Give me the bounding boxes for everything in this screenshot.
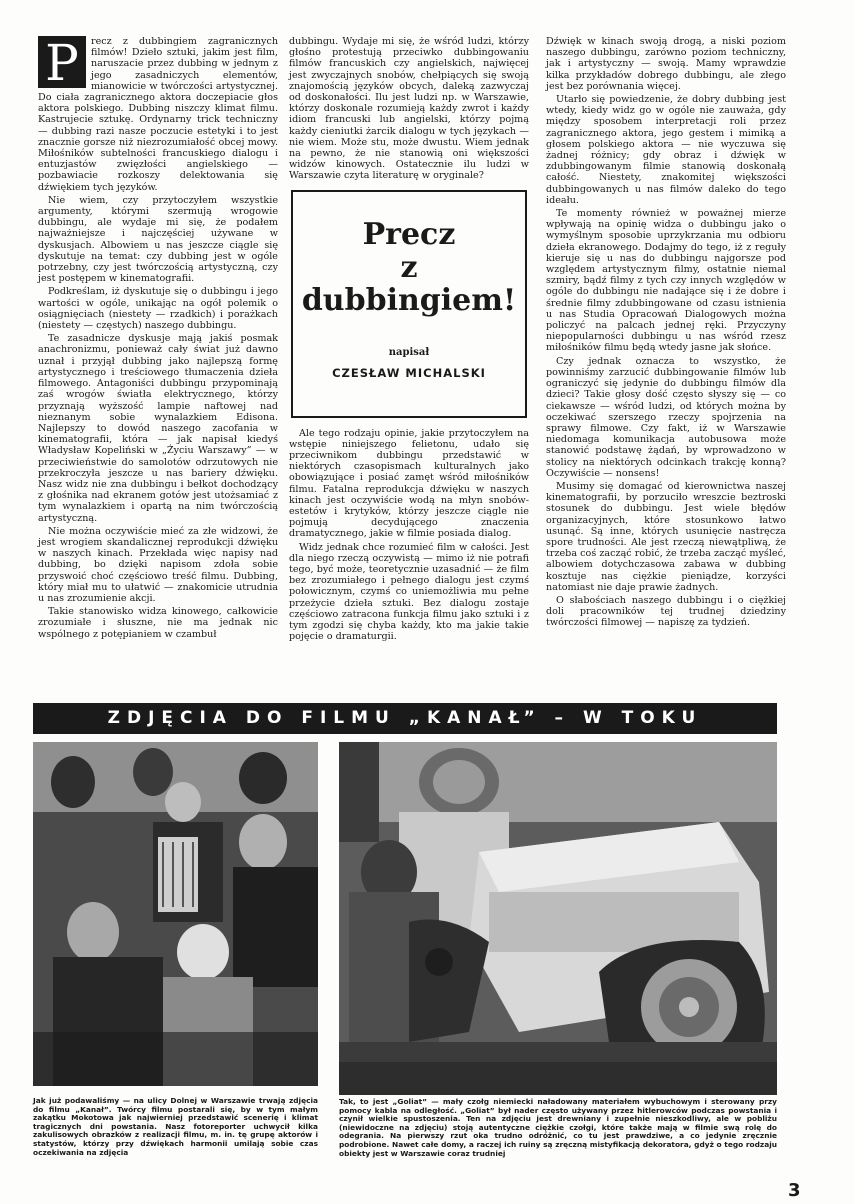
photo-goliath-tank <box>339 742 777 1095</box>
paragraph: Nie wiem, czy przytoczyłem wszystkie argumenty, którymi szermują wrogowie dubbingu, ale wydaje mi się, że podałem najważniejsze i najczęściej używane w dyskusjach. Albowiem u nas jeszcze ciągle się dyskutuje na temat: czy dubbing jest w ogóle potrzebny, czy jest twórczością artystyczną, czy jest postępem w kinematografii. <box>38 194 278 285</box>
paragraph: Te zasadnicze dyskusje mają jakiś posmak anachronizmu, ponieważ cały świat już dawno uznał i przyjął dubbing jako najlepszą formę artystycznego i treściowego tłumaczenia dzieła filmowego. Antagoniści dubbingu przypominają zaś wrogów światła elektrycznego, którzy przyznają wyższość lampie naftowej nad nieznanym sobie wynalazkiem Edisona. Najlepszy to dowód naszego zacofania w kinematografii, która — jak napisał kiedyś Władysław Kopeliński w „Życiu Warszawy” — w przeciwieństwie do samolotów odrzutowych nie przekroczyła jeszcze u nas bariery dźwięku. Nasz widz nie zna dubbingu i bełkot dochodzący z głośnika nad ekranem gotów jest utożsamiać z tym wynalazkiem i opartą na nim twórczością artystyczną. <box>38 333 278 524</box>
article-column-2 <box>289 36 529 645</box>
paragraph: Musimy się domagać od kierownictwa naszej kinematografii, by porzuciło wreszcie beztroski stosunek do dubbingu. Jest wiele błędów organizacyjnych, które stosunkowo łatwo usunąć. Są inne, których usunięcie nastręcza spore trudności. Ale jest rzeczą niewątpliwą, że trzeba coś zacząć robić, że trzeba zacząć myśleć, albowiem dotychczasowa zabawa w dubbing kosztuje nas ciężkie pieniądze, korzyści natomiast nie daje prawie żadnych. <box>546 480 786 593</box>
author-name: CZESŁAW MICHALSKI <box>332 365 486 380</box>
paragraph: Dźwięk w kinach swoją drogą, a niski poziom naszego dubbingu, zarówno poziom techniczny, jak i artystyczny — swoją. Mamy wprawdzie kilka przykładów dobrego dubbingu, ale złego jest bez porównania więcej. <box>546 36 786 92</box>
photo-caption-2: Tak, to jest „Goliat” — mały czołg niemiecki naładowany materiałem wybuchowym i sterowany przy pomocy kabla na odległość. „Goliat” był nader często używany przez hitlerowców podczas powstania i czynił wielkie spustoszenia. Ten na zdjęciu jest drewniany i zupełnie nieszkodliwy, ale w pobliżu (niewidoczne na zdjęciu) stoją autentyczne ciężkie czołgi, które także mają w filmie swą rolę do odegrania. Na pierwszy rzut oka trudno odróżnić, co tu jest prawdziwe, a co jedynie zręcznie podrobione. Nawet całe domy, a raczej ich ruiny są zręczną mistyfikacją dekoratora, gdyż o tego rodzaju obiekty jest w Warszawie coraz trudniej <box>339 1097 777 1158</box>
photo-caption-1: Jak już podawaliśmy — na ulicy Dolnej w Warszawie trwają zdjęcia do filmu „Kanał”. Twórcy filmu postarali się, by w tym małym zakątku Mokotowa jak najwierniej przedstawić scenerię i klimat tragicznych dni powstania. Nasz fotoreporter uchwycił kilka zakulisowych obrazków z realizacji filmu, m. in. tę grupę aktorów i statystów, którzy przy dźwiękach harmonii umilają sobie czas oczekiwania na zdjęcia <box>33 1096 318 1157</box>
paragraph: Widz jednak chce rozumieć film w całości. Jest dla niego rzeczą oczywistą — mimo iż nie potrafi tego, być może, teoretycznie uzasadnić — że film bez zrozumiałego i pełnego dialogu jest czymś połowicznym, czymś co uniemożliwia mu pełne przeżycie dzieła sztuki. Bez dialogu zostaje częściowo zatracona funkcja filmu jako sztuki i z tym zgodzi się chyba każdy, kto ma jakie takie pojęcie o dramaturgii. <box>289 541 529 643</box>
photo-goliath-illustration <box>339 742 777 1095</box>
paragraph: Te momenty również w poważnej mierze wpływają na opinię widza o dubbingu jako o wymyślnym sposobie uprzykrzania mu odbioru dzieła ekranowego. Dodajmy do tego, iż z reguły kieruje się u nas do dubbingu najgorsze pod względem artystycznym filmy, ostatnie niemal szmiry, bądź filmy z tych czy innych względów w ogóle do dubbingu nie nadające się i że dobre i średnie filmy zdubbingowane od czasu istnienia u nas Studia Opracowań Dialogowych można policzyć na palcach jednej ręki. Przyczyny niepopularności dubbingu u nas wśród rzesz miłośników filmu będą wtedy jasne jak słońce. <box>546 208 786 354</box>
paragraph: Utarło się powiedzenie, że dobry dubbing jest wtedy, kiedy widz go w ogóle nie zauważa, gdy między sposobem interpretacji roli przez zagranicznego aktora, jego gestem i mimiką a głosem polskiego aktora — nie wyczuwa się żadnej różnicy; gdy obraz i dźwięk w zdubbingowanym filmie stanowią doskonałą całość. Niestety, znakomitej większości dubbingowanych u nas filmów daleko do tego ideału. <box>546 94 786 206</box>
drop-cap: P <box>38 36 86 88</box>
paragraph: P recz z dubbingiem zagranicznych filmów! Dzieło sztuki, jakim jest film, naruszacie przez dubbing w jednym z jego zasadniczych elementów, mianowicie w twórczości artystycznej. Do ciała zagranicznego aktora doczepiacie głos aktora polskiego. Dubbing niszczy klimat filmu. Kastrujecie sztukę. Ordynarny trick techniczny — dubbing razi nasze poczucie estetyki i to jest znacznie gorsze niż niezrozumiałość obcej mowy. Miłośników subtelności francuskiego dialogu i entuzjastów zwięzłości angielskiego — pozbawiacie rozkoszy delektowania się dźwiękiem tych języków. <box>38 34 278 193</box>
page-number: 3 <box>788 1180 801 1201</box>
article-title: Precz z dubbingiem! <box>301 216 517 318</box>
paragraph: O słabościach naszego dubbingu i o ciężkiej doli pracowników tej trudnej dziedziny twórczości filmowej — napiszę za tydzień. <box>546 594 786 629</box>
paragraph: dubbingu. Wydaje mi się, że wśród ludzi, którzy głośno protestują przeciwko dubbingowaniu filmów francuskich czy angielskich, najwięcej jest zwyczajnych snobów, chełpiących się swoją znajomością języków obcych, daleką zazwyczaj od doskonałości. Ilu jest ludzi np. w Warszawie, którzy doskonale rozumieją każdy zwrot i każdy idiom francuski lub angielski, którzy pojmą każdy cieniutki żarcik dialogu w tych językach — nie wiem. Może stu, może dwustu. Wiem jednak na pewno, że nie stanowią oni większości widzów kinowych. Ostatecznie ilu ludzi w Warszawie czyta literaturę w oryginale? <box>289 36 529 182</box>
paragraph: Podkreślam, iż dyskutuje się o dubbingu i jego wartości w ogóle, unikając na ogół polemik o osiągnięciach (niestety — rzadkich) i porażkach (niestety — częstych) naszego dubbingu. <box>38 286 278 332</box>
photo-section-banner: ZDJĘCIA DO FILMU „KANAŁ” – W TOKU <box>33 703 777 734</box>
paragraph: Nie można oczywiście mieć za złe widzowi, że jest wrogiem skandalicznej reprodukcji dźwięku w naszych kinach. Przekłada więc napisy nad dubbing, bo dzięki napisom zdoła sobie przyswoić choć częściowo treść filmu. Dubbing, który miał mu to ułatwić — znakomicie utrudnia u nas zrozumienie akcji. <box>38 525 278 604</box>
paragraph: Czy jednak oznacza to wszystko, że powinniśmy zarzucić dubbingowanie filmów lub ograniczyć się jedynie do dubbingu filmów dla dzieci? Takie głosy dość często słyszy się — co ciekawsze — wśród ludzi, od których można by oczekiwać szerszego rzeczy spojrzenia na sprawy filmowe. Czy fakt, iż w Warszawie niedomaga komunikacja autobusowa może stanowić podstawę żądań, by wprowadzono w stolicy na niektórych odcinkach trakcję konną? Oczywiście — nonsens! <box>546 355 786 479</box>
article-title-box <box>291 190 527 418</box>
article-column-1 <box>38 36 278 642</box>
photo-actors-group <box>33 742 318 1086</box>
byline-label: napisał <box>388 346 430 358</box>
article-column-3 <box>546 36 786 631</box>
photo-actors-illustration <box>33 742 318 1086</box>
paragraph: Takie stanowisko widza kinowego, całkowicie zrozumiałe i słuszne, nie ma jednak nic wspólnego z potępianiem w czambuł <box>38 606 278 640</box>
paragraph: Ale tego rodzaju opinie, jakie przytoczyłem na wstępie niniejszego felietonu, udało się przeciwnikom dubbingu przedstawić w niektórych czasopismach kulturalnych jako obowiązujące i posiać zamęt wśród miłośników filmu. Fatalna reprodukcja dźwięku w naszych kinach jest oczywiście wodą na młyn snobów-estetów i krytyków, którzy jeszcze ciągle nie pojmują decydującego znaczenia dramatycznego, jakie w filmie posiada dialog. <box>289 427 529 540</box>
